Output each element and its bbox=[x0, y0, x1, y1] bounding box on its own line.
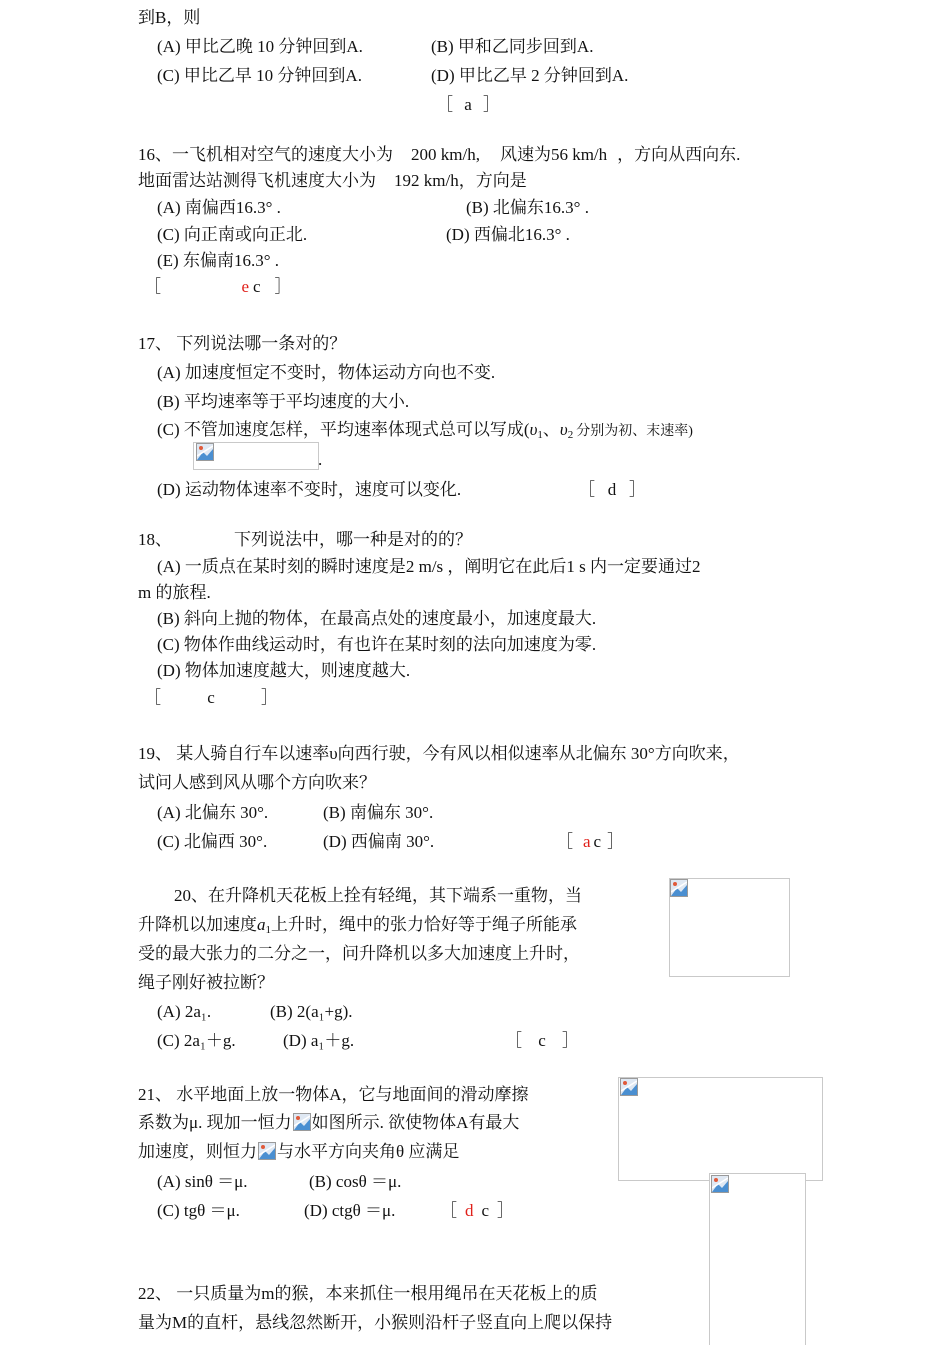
q20-option-b: (B) 2(a₁+g). bbox=[270, 1002, 353, 1021]
q21-answer-red: d bbox=[465, 1201, 474, 1220]
q16-line2: 地面雷达站测得飞机速度大小为 192 km/h，方向是 bbox=[138, 171, 527, 190]
q17-option-d: (D) 运动物体速率不变时，速度可以变化. bbox=[157, 480, 462, 499]
q18-option-a-line1: (A) 一质点在某时刻的瞬时速度是2 m/s ，阐明它在此后1 s 内一定要通过2 bbox=[157, 557, 701, 576]
friction-figure-image bbox=[618, 1077, 823, 1181]
q20-answer-bracket: ［ c ］ bbox=[505, 1031, 579, 1050]
q17-option-c: (C) 不管加速度怎样，平均速率体现式总可以写成($\upsilon_1$、$\upsilon_2$ 分别为初、末速率) bbox=[157, 420, 693, 441]
q16-answer-red: e bbox=[241, 277, 249, 296]
q19-line2: 试问人感到风从哪个方向吹来？ bbox=[138, 773, 376, 792]
broken-image-icon bbox=[620, 1078, 638, 1096]
q17-option-c-end: . bbox=[318, 450, 323, 469]
q19-answer: c bbox=[593, 832, 602, 851]
q16-answer-bracket: ［ e c ］ bbox=[144, 277, 292, 296]
q21-line1: 21、 水平地面上放一物体A，它与地面间的滑动摩擦 bbox=[138, 1085, 529, 1104]
monkey-rod-figure-image bbox=[709, 1173, 806, 1345]
q16-line1: 16、一飞机相对空气的速度大小为 200 km/h, 风速为56 km/h ，方向从西向东. bbox=[138, 145, 741, 164]
q21-option-d: (D) ctgθ ＝μ. bbox=[304, 1201, 396, 1220]
broken-image-icon bbox=[711, 1175, 729, 1193]
q15-option-c: (C) 甲比乙早 10 分钟回到A. bbox=[157, 66, 362, 85]
q15-option-d: (D) 甲比乙早 2 分钟回到A. bbox=[431, 66, 629, 85]
q17-title: 17、 下列说法哪一条对的？ bbox=[138, 334, 347, 353]
q21-option-a: (A) sinθ ＝μ. bbox=[157, 1172, 248, 1191]
broken-image-icon bbox=[293, 1113, 311, 1131]
q20-line2: 升降机以加速度$a_1$上升时，绳中的张力恰好等于绳子所能承 bbox=[138, 915, 577, 936]
q19-answer-bracket: ［ a c ］ bbox=[556, 832, 625, 851]
q18-title: 下列说法中，哪一种是对的的？ bbox=[234, 530, 472, 549]
q16-option-a: (A) 南偏西16.3° . bbox=[157, 198, 281, 217]
q18-option-c: (C) 物体作曲线运动时，有也许在某时刻的法向加速度为零. bbox=[157, 635, 597, 654]
q20-option-a: (A) 2a₁. bbox=[157, 1002, 212, 1021]
q18-number: 18、 bbox=[138, 530, 172, 549]
q15-answer: a bbox=[464, 95, 472, 114]
q22-line1: 22、 一只质量为m的猴，本来抓住一根用绳吊在天花板上的质 bbox=[138, 1284, 598, 1303]
q21-answer: c bbox=[481, 1201, 490, 1220]
q19-option-c: (C) 北偏西 30°. bbox=[157, 832, 268, 851]
q19-answer-red: a bbox=[583, 832, 591, 851]
q17-option-b: (B) 平均速率等于平均速度的大小. bbox=[157, 392, 410, 411]
q22-line2: 量为M的直杆，悬线忽然断开，小猴则沿杆子竖直向上爬以保持 bbox=[138, 1313, 613, 1332]
q20-line3: 受的最大张力的二分之一，问升降机以多大加速度上升时， bbox=[138, 944, 580, 963]
q20-line4: 绳子刚好被拉断？ bbox=[138, 973, 274, 992]
q18-answer: c bbox=[207, 688, 215, 707]
q18-option-b: (B) 斜向上抛的物体，在最高点处的速度最小，加速度最大. bbox=[157, 609, 597, 628]
q21-answer-bracket: ［ d c ］ bbox=[440, 1201, 515, 1220]
q21-line2: 系数为μ. 现加一恒力 如图所示. 欲使物体A有最大 bbox=[138, 1113, 520, 1132]
q19-option-a: (A) 北偏东 30°. bbox=[157, 803, 269, 822]
q17-answer-bracket: ［ d ］ bbox=[578, 480, 646, 499]
q16-option-e: (E) 东偏南16.3° . bbox=[157, 251, 280, 270]
q16-option-c: (C) 向正南或向正北. bbox=[157, 225, 308, 244]
q15-option-a: (A) 甲比乙晚 10 分钟回到A. bbox=[157, 37, 363, 56]
q20-option-c: (C) 2a₁＋g. bbox=[157, 1031, 236, 1050]
q16-answer: c bbox=[253, 277, 261, 296]
q15-option-b: (B) 甲和乙同步回到A. bbox=[431, 37, 594, 56]
broken-image-icon bbox=[258, 1142, 276, 1160]
q17-option-a: (A) 加速度恒定不变时，物体运动方向也不变. bbox=[157, 363, 496, 382]
q15-continuation: 到B，则 bbox=[138, 8, 201, 27]
q20-line1: 20、在升降机天花板上拴有轻绳，其下端系一重物，当 bbox=[174, 886, 582, 905]
q20-option-d: (D) a₁＋g. bbox=[283, 1031, 355, 1050]
force-F-inline-image bbox=[257, 1142, 277, 1160]
q19-option-b: (B) 南偏东 30°. bbox=[323, 803, 434, 822]
force-F-inline-image bbox=[292, 1113, 312, 1131]
q21-option-b: (B) cosθ ＝μ. bbox=[309, 1172, 402, 1191]
q20-answer: c bbox=[538, 1031, 546, 1050]
q15-answer-bracket: ［ a ］ bbox=[436, 95, 500, 114]
q16-option-d: (D) 西偏北16.3° . bbox=[446, 225, 570, 244]
q18-answer-bracket: ［ c ］ bbox=[144, 688, 278, 707]
q21-option-c: (C) tgθ ＝μ. bbox=[157, 1201, 240, 1220]
q19-line1: 19、 某人骑自行车以速率υ向西行驶，今有风以相似速率从北偏东 30°方向吹来， bbox=[138, 744, 740, 763]
q18-option-d: (D) 物体加速度越大，则速度越大. bbox=[157, 661, 411, 680]
q19-option-d: (D) 西偏南 30°. bbox=[323, 832, 435, 851]
q17-answer: d bbox=[607, 480, 617, 499]
q18-option-a-line2: m 的旅程. bbox=[138, 583, 211, 602]
broken-image-icon bbox=[670, 879, 688, 897]
q16-option-b: (B) 北偏东16.3° . bbox=[466, 198, 589, 217]
broken-image-icon bbox=[196, 443, 214, 461]
q21-line3: 加速度，则恒力 与水平方向夹角θ 应满足 bbox=[138, 1142, 460, 1161]
